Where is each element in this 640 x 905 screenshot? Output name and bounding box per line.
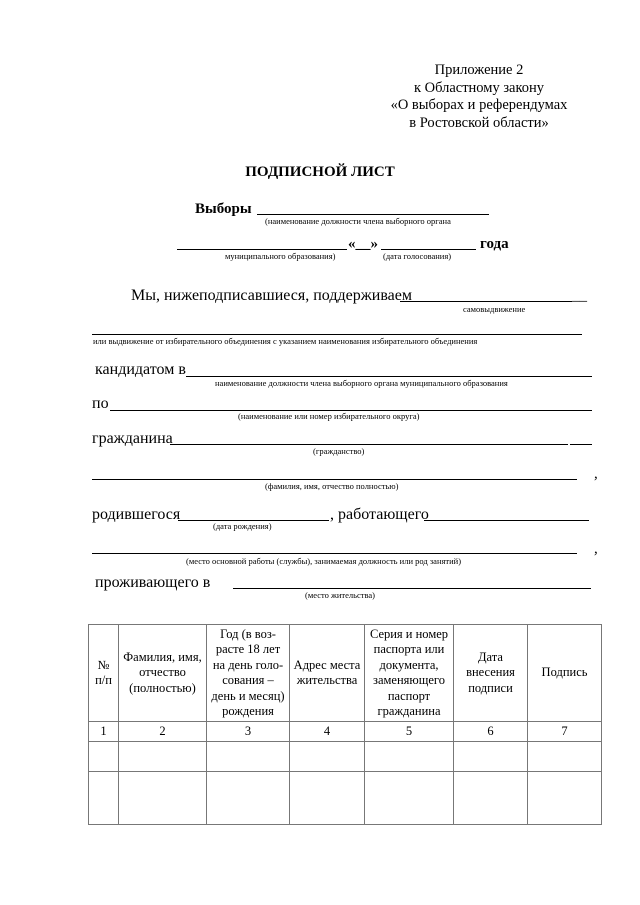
party-nomination-caption: или выдвижение от избирательного объединения с указанием наименования избирательного объединения bbox=[93, 336, 478, 346]
table-number-row bbox=[89, 722, 602, 742]
col-header-birth: Год (в воз-расте 18 лет на день голо-сования – день и месяц) рождения bbox=[207, 625, 290, 722]
fullname-caption: (фамилия, имя, отчество полностью) bbox=[265, 481, 399, 491]
birth-label: родившегося bbox=[92, 506, 181, 523]
table-cell[interactable] bbox=[207, 742, 290, 772]
table-cell[interactable] bbox=[207, 772, 290, 825]
citizenship-field-tail bbox=[570, 444, 592, 445]
employer-field[interactable] bbox=[424, 520, 589, 521]
work-caption: (место основной работы (службы), занимаемая должность или род занятий) bbox=[186, 556, 462, 566]
table-cell[interactable] bbox=[119, 742, 207, 772]
col-header-number: № п/п bbox=[89, 625, 119, 722]
candidate-field[interactable] bbox=[186, 376, 592, 377]
table-cell[interactable] bbox=[528, 742, 602, 772]
elections-label: Выборы bbox=[195, 201, 252, 217]
residence-caption: (место жительства) bbox=[305, 590, 375, 600]
table-row bbox=[89, 772, 602, 825]
birth-date-caption: (дата рождения) bbox=[213, 521, 272, 531]
fullname-field[interactable] bbox=[92, 479, 577, 480]
signature-table bbox=[88, 624, 602, 825]
candidate-label: кандидатом в bbox=[95, 361, 186, 378]
col-number-3: 3 bbox=[207, 722, 290, 742]
table-cell[interactable] bbox=[290, 772, 365, 825]
citizenship-field[interactable] bbox=[170, 444, 568, 445]
table-cell[interactable] bbox=[528, 772, 602, 825]
col-number-6: 6 bbox=[454, 722, 528, 742]
col-header-passport: Серия и номер паспорта или документа, заменяющего паспорт гражданина bbox=[365, 625, 454, 722]
col-number-7: 7 bbox=[528, 722, 602, 742]
vote-date-field[interactable] bbox=[381, 249, 476, 250]
party-nomination-field[interactable] bbox=[92, 334, 582, 335]
table-header-row bbox=[89, 625, 602, 722]
col-header-sign-date: Дата внесения подписи bbox=[454, 625, 528, 722]
appendix-line-3: «О выборах и референдумах bbox=[390, 97, 568, 113]
table-cell[interactable] bbox=[365, 772, 454, 825]
table-cell[interactable] bbox=[89, 742, 119, 772]
col-number-5: 5 bbox=[365, 722, 454, 742]
col-header-signature: Подпись bbox=[528, 625, 602, 722]
candidate-caption: наименование должности члена выборного органа муниципального образования bbox=[215, 378, 508, 388]
district-label: по bbox=[92, 395, 109, 412]
table-cell[interactable] bbox=[454, 742, 528, 772]
municipality-field[interactable] bbox=[177, 249, 347, 250]
citizenship-caption: (гражданство) bbox=[313, 446, 365, 456]
residence-label: проживающего в bbox=[95, 574, 211, 591]
col-number-4: 4 bbox=[290, 722, 365, 742]
vote-date-caption: (дата голосования) bbox=[383, 251, 452, 261]
work-comma: , bbox=[594, 541, 598, 557]
col-header-fullname: Фамилия, имя, отчество (полностью) bbox=[119, 625, 207, 722]
table-cell[interactable] bbox=[454, 772, 528, 825]
table-cell[interactable] bbox=[365, 742, 454, 772]
table-cell[interactable] bbox=[290, 742, 365, 772]
work-field[interactable] bbox=[92, 553, 577, 554]
page-title: ПОДПИСНОЙ ЛИСТ bbox=[245, 164, 395, 180]
col-number-2: 2 bbox=[119, 722, 207, 742]
vote-date-quotes: «__» bbox=[348, 236, 378, 252]
district-caption: (наименование или номер избирательного округа) bbox=[238, 411, 420, 421]
col-number-1: 1 bbox=[89, 722, 119, 742]
appendix-line-1: Приложение 2 bbox=[434, 62, 524, 78]
appendix-block bbox=[360, 62, 598, 132]
elections-caption: (наименование должности члена выборного органа bbox=[265, 216, 451, 226]
work-label: , работающего bbox=[330, 506, 429, 523]
support-tail: __ bbox=[572, 288, 587, 304]
table-cell[interactable] bbox=[119, 772, 207, 825]
elections-field[interactable] bbox=[257, 214, 489, 215]
self-nomination-caption: самовыдвижение bbox=[463, 304, 526, 314]
municipality-caption: муниципального образования) bbox=[225, 251, 336, 261]
year-label: года bbox=[480, 236, 509, 252]
fullname-comma: , bbox=[594, 466, 598, 482]
residence-field[interactable] bbox=[233, 588, 591, 589]
nomination-field[interactable] bbox=[400, 301, 572, 302]
support-text: Мы, нижеподписавшиеся, поддерживаем bbox=[131, 287, 412, 304]
appendix-line-2: к Областному закону bbox=[413, 79, 545, 96]
table-cell[interactable] bbox=[89, 772, 119, 825]
appendix-line-4: в Ростовской области» bbox=[409, 114, 549, 131]
col-header-address: Адрес места жительства bbox=[290, 625, 365, 722]
citizen-label: гражданина bbox=[92, 430, 173, 447]
table-row bbox=[89, 742, 602, 772]
